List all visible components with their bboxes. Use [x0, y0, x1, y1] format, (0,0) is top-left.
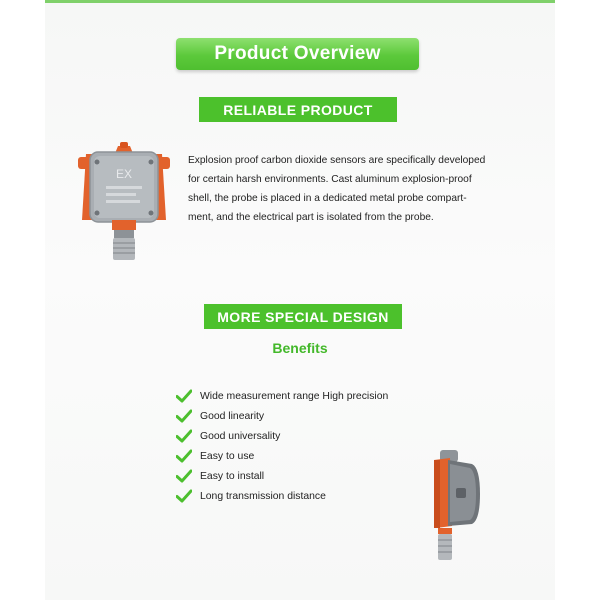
product-overview-banner — [176, 38, 419, 70]
gas-sensor-device-image — [76, 140, 172, 262]
page-title: Product Overview — [214, 43, 381, 64]
device-ex-label: EX — [115, 167, 133, 181]
checkmark-icon — [176, 409, 192, 423]
special-heading-label: MORE SPECIAL DESIGN — [217, 308, 389, 325]
benefit-item — [176, 406, 388, 426]
benefit-label: Easy to use — [200, 450, 255, 462]
gas-sensor-side-view-image — [426, 448, 486, 564]
reliable-heading-label: RELIABLE PRODUCT — [223, 101, 373, 118]
benefit-item — [176, 486, 388, 506]
benefit-label: Long transmission distance — [200, 490, 326, 502]
reliable-product-heading — [199, 97, 397, 122]
benefits-list — [176, 386, 388, 506]
top-divider — [45, 0, 555, 3]
benefits-title: Benefits — [272, 340, 328, 356]
checkmark-icon — [176, 489, 192, 503]
benefit-item — [176, 426, 388, 446]
checkmark-icon — [176, 469, 192, 483]
benefit-item — [176, 386, 388, 406]
benefit-item — [176, 466, 388, 486]
benefit-label: Easy to install — [200, 470, 265, 482]
more-special-design-heading — [204, 304, 402, 329]
benefit-label: Good linearity — [200, 410, 265, 422]
checkmark-icon — [176, 429, 192, 443]
checkmark-icon — [176, 449, 192, 463]
reliable-description: Explosion proof carbon dioxide sensors are specifically developed for certain harsh environments. Cast aluminum explosion-proof shell, the probe is placed in a dedicated metal probe compart- ment, and the electrical part is isolated from the probe. — [188, 155, 486, 223]
benefit-label: Good universality — [200, 430, 281, 442]
benefit-label: Wide measurement range High precision — [200, 390, 389, 402]
benefit-item — [176, 446, 388, 466]
checkmark-icon — [176, 389, 192, 403]
